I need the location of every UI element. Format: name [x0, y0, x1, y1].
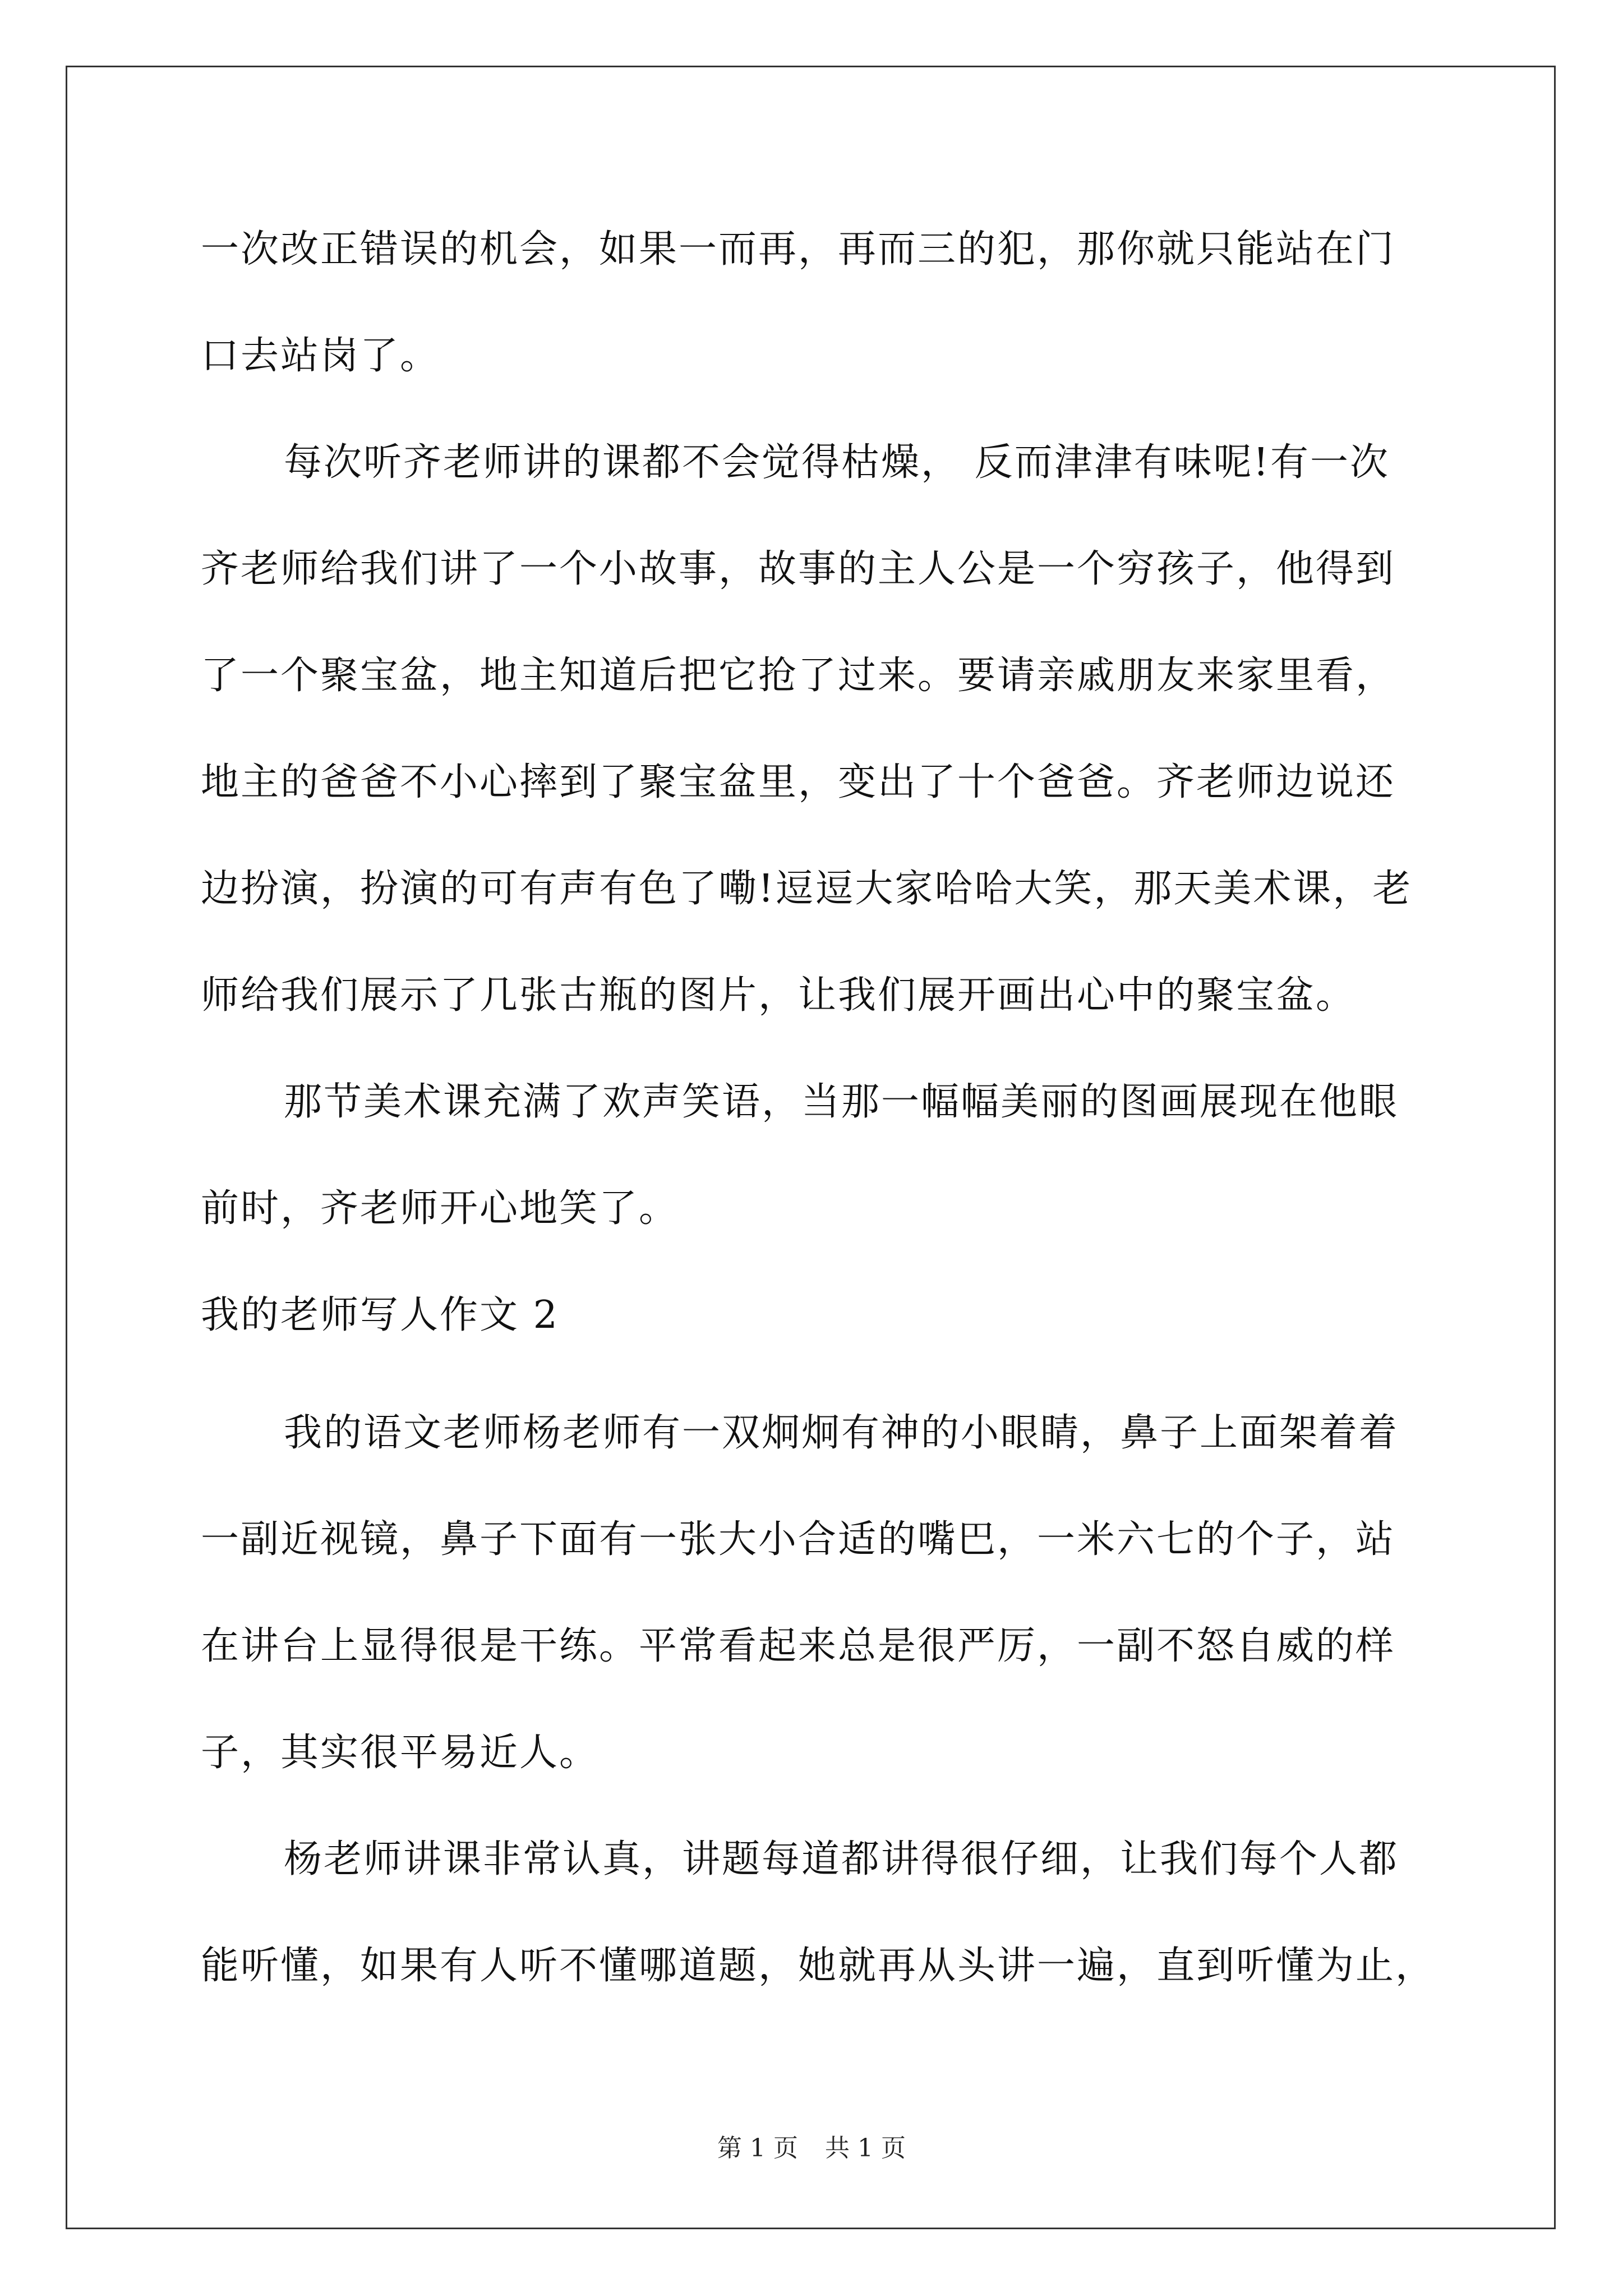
paragraph-line: 一次改正错误的机会，如果一而再，再而三的犯，那你就只能站在门	[201, 227, 1396, 272]
paragraph-line: 前时，齐老师开心地笑了。	[201, 1186, 679, 1231]
paragraph-line: 师给我们展示了几张古瓶的图片，让我们展开画出心中的聚宝盆。	[201, 973, 1356, 1018]
paragraph-line: 每次听齐老师讲的课都不会觉得枯燥， 反而津津有味呢!有一次	[284, 440, 1390, 485]
page-number-total: 共 1 页	[825, 2134, 906, 2162]
paragraph-line: 杨老师讲课非常认真，讲题每道都讲得很仔细，让我们每个人都	[284, 1837, 1399, 1881]
paragraph-line: 地主的爸爸不小心摔到了聚宝盆里，变出了十个爸爸。齐老师边说还	[201, 760, 1396, 804]
page-number-current: 第 1 页	[717, 2134, 798, 2162]
paragraph-line: 能听懂，如果有人听不懂哪道题，她就再从头讲一遍，直到听懂为止，	[201, 1944, 1436, 1988]
paragraph-line: 一副近视镜，鼻子下面有一张大小合适的嘴巴，一米六七的个子，站	[201, 1517, 1396, 1562]
paragraph-line: 那节美术课充满了欢声笑语，当那一幅幅美丽的图画展现在他眼	[284, 1080, 1399, 1124]
paragraph-line: 我的语文老师杨老师有一双炯炯有神的小眼睛，鼻子上面架着着	[284, 1411, 1399, 1455]
page-footer	[0, 2132, 1623, 2165]
section-heading: 我的老师写人作文 2	[201, 1293, 559, 1337]
paragraph-line: 边扮演，扮演的可有声有色了嘞!逗逗大家哈哈大笑，那天美术课，老	[201, 867, 1413, 911]
paragraph-line: 在讲台上显得很是干练。平常看起来总是很严厉，一副不怒自威的样	[201, 1624, 1396, 1668]
paragraph-line: 子，其实很平易近人。	[201, 1731, 600, 1775]
document-body	[201, 213, 1435, 2036]
paragraph-line: 了一个聚宝盆，地主知道后把它抢了过来。要请亲戚朋友来家里看，	[201, 654, 1396, 698]
paragraph-line: 齐老师给我们讲了一个小故事，故事的主人公是一个穷孩子，他得到	[201, 547, 1396, 591]
paragraph-line: 口去站岗了。	[201, 334, 440, 378]
